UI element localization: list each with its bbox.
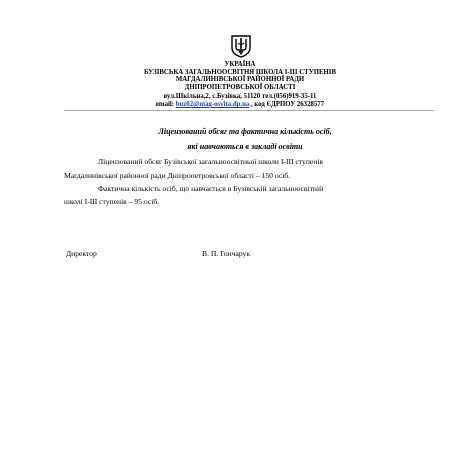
paragraph-2-line-2: школі І-ІІІ ступенів – 95 осіб. bbox=[64, 197, 160, 206]
header-country: УКРАЇНА bbox=[224, 61, 256, 68]
email-link[interactable]: buz02@mag-osvita.dp.ua bbox=[175, 101, 250, 108]
header-divider bbox=[64, 110, 434, 111]
header-school-name: БУЗІВСЬКА ЗАГАЛЬНООСВІТНЯ ШКОЛА І-ІІІ СТУПЕНІВ bbox=[144, 69, 336, 76]
header-region: ДНІПРОПЕТРОВСЬКОЇ ОБЛАСТІ bbox=[184, 84, 296, 91]
header-council: МАГДАЛИНІВСЬКОЇ РАЙОННОЇ РАДИ bbox=[175, 76, 305, 83]
edrpou-code: , код ЄДРПОУ 26328577 bbox=[249, 101, 325, 108]
paragraph-1-line-1: Ліцензований обсяг Бузівської загальноосвітньої школи І-ІІІ ступенів bbox=[98, 157, 324, 166]
signature-role: Директор bbox=[66, 249, 97, 258]
document-title-line-1: Ліцензований обсяг та фактична кількість осіб, bbox=[158, 127, 332, 136]
header-address: вул.Шкільна,2, с.Бузівка, 51120 тел.(056)919-35-11 bbox=[163, 93, 317, 100]
paragraph-2-line-1: Фактична кількість осіб, що навчається в Бузівській загальноосвітній bbox=[98, 184, 324, 193]
paragraph-1-line-2: Магдалинівської районної ради Дніпропетровської області – 150 осіб. bbox=[64, 171, 291, 180]
email-prefix: email: bbox=[155, 101, 176, 108]
signature-name: В. П. Гончарук bbox=[202, 249, 251, 258]
coat-of-arms-trident-icon bbox=[229, 34, 253, 58]
header-contacts bbox=[60, 101, 420, 108]
document-title-line-2: які навчаються в закладі освіти bbox=[187, 142, 303, 151]
